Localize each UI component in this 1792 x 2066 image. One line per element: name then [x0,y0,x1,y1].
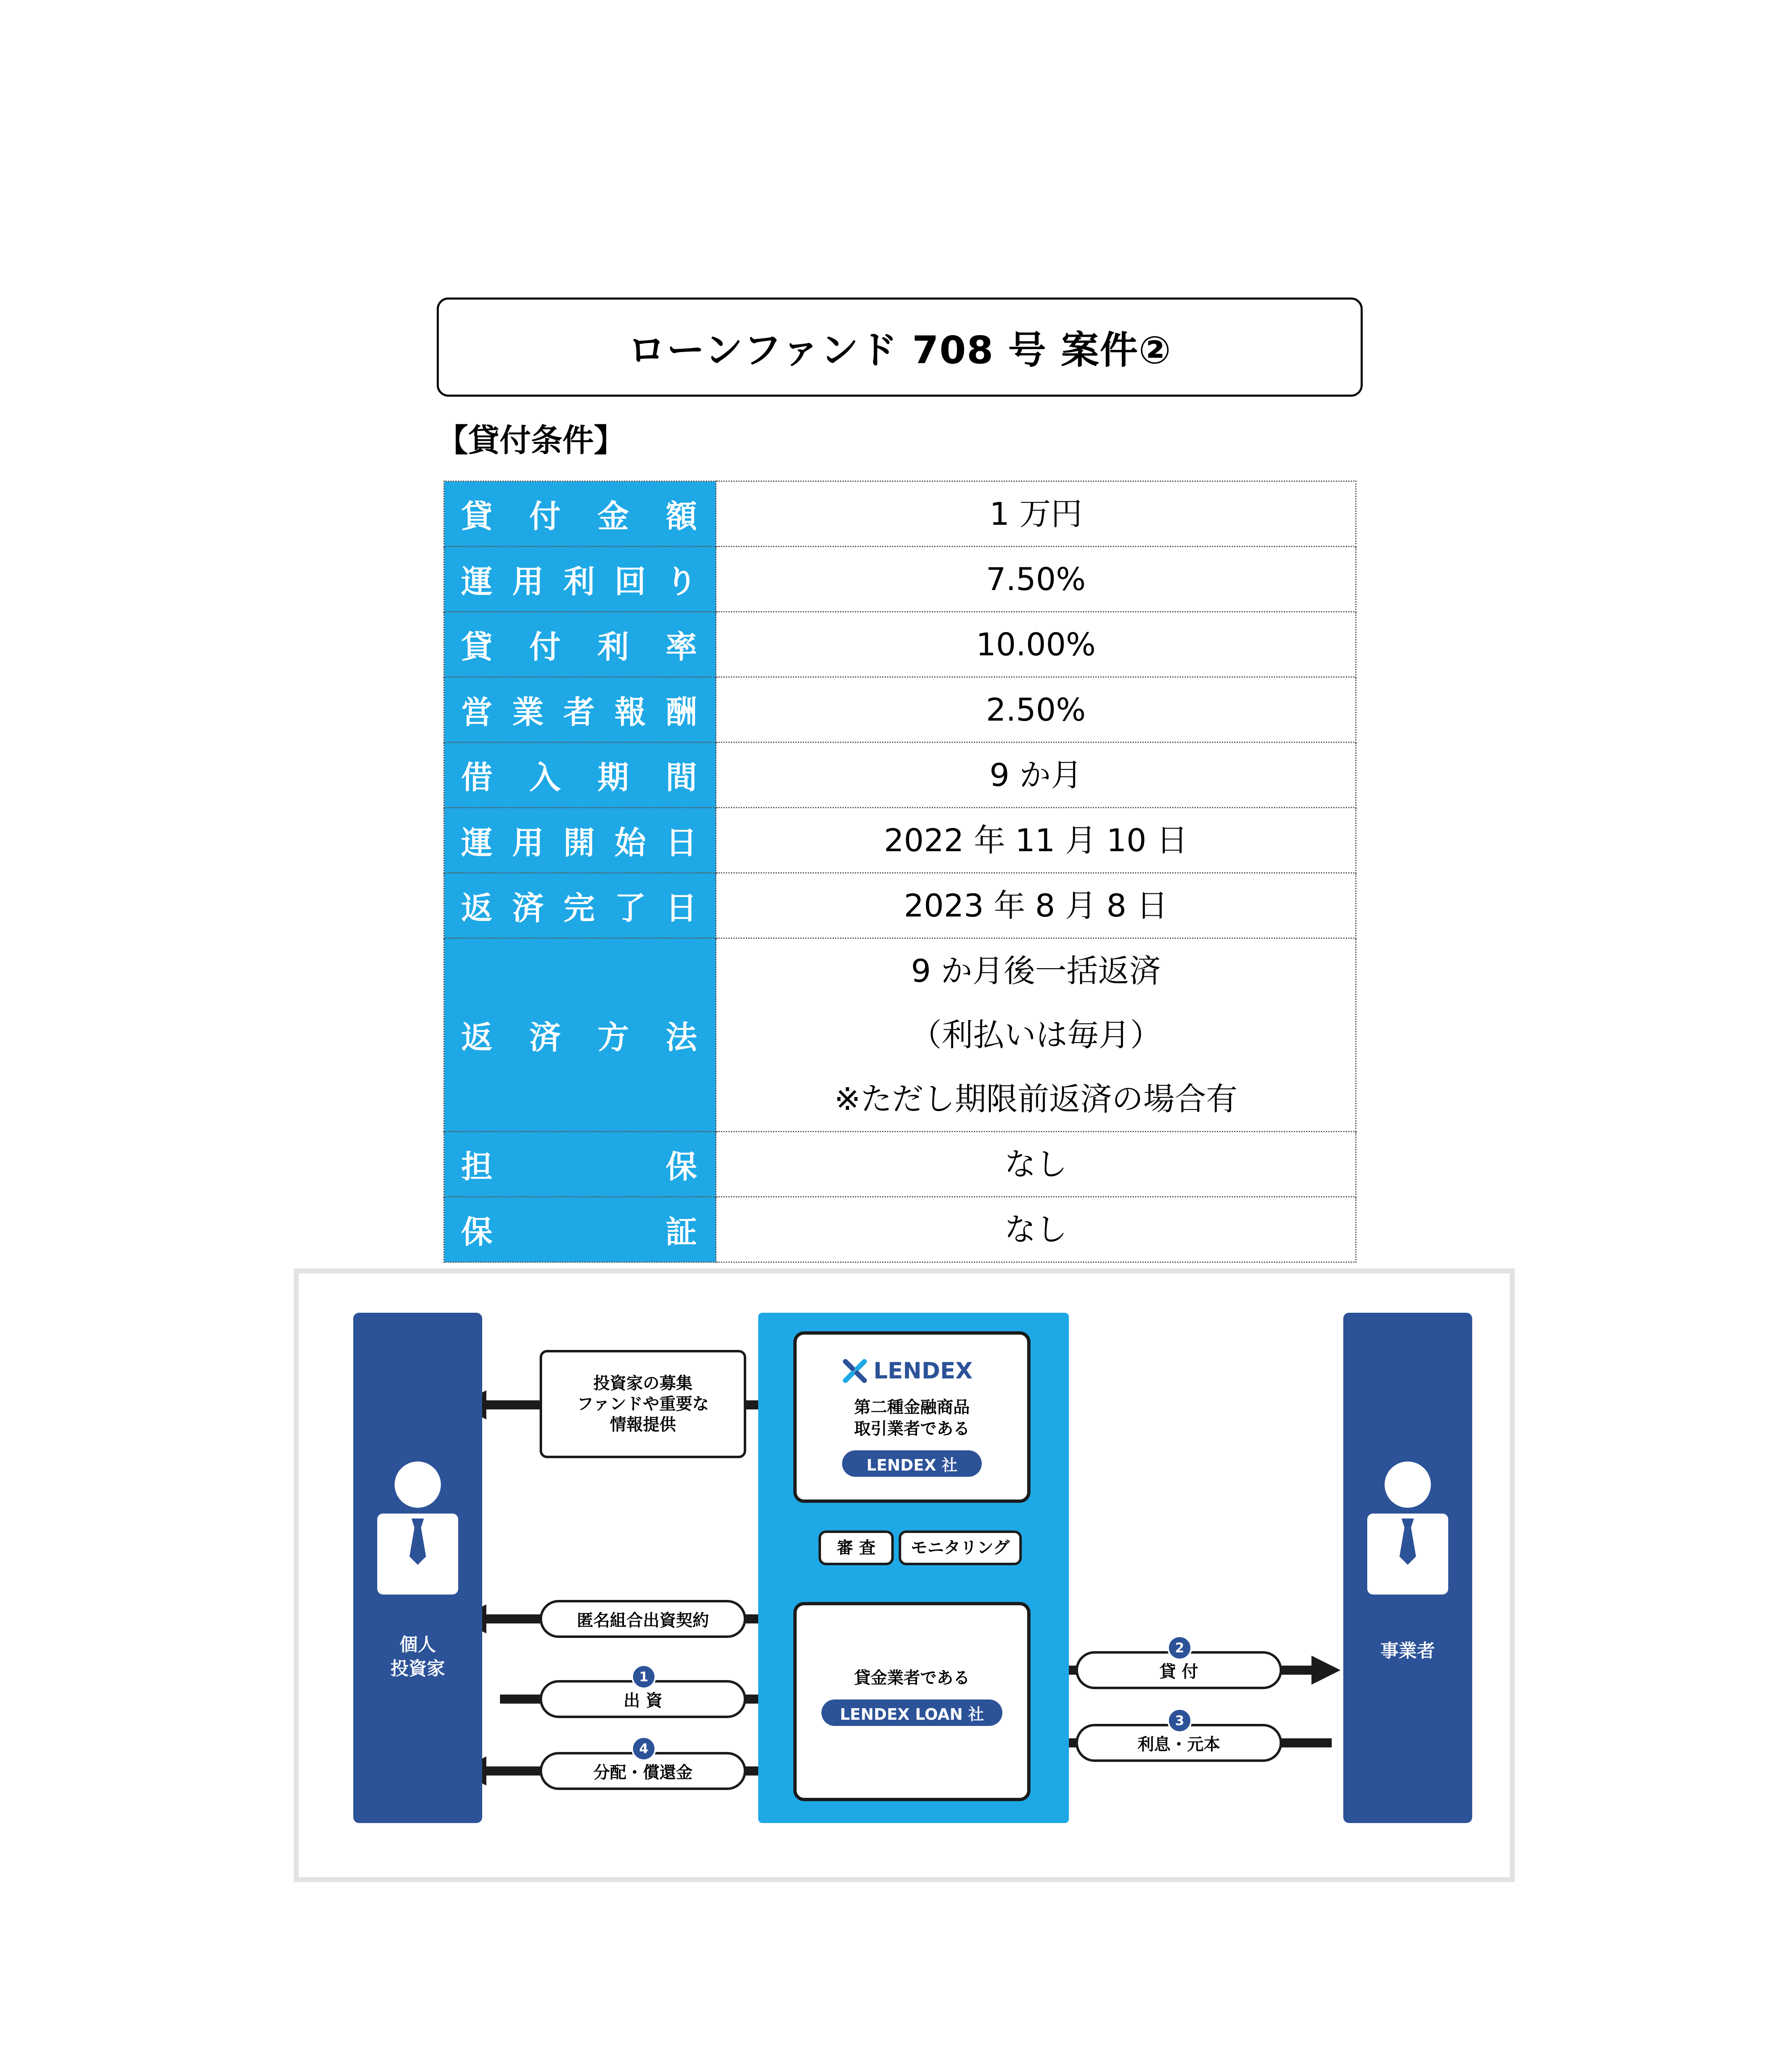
loan-desc: 貸金業者である [854,1669,970,1688]
terms-value [716,808,1356,873]
terms-value [716,612,1356,677]
info-box-line3: 情報提供 [609,1415,676,1434]
terms-key: 担保 [444,1132,716,1197]
section-label: 【貸付条件】 [437,422,625,459]
lendex-badge: LENDEX 社 [842,1450,982,1477]
lendex-logo-icon [842,1358,868,1384]
terms-row [444,677,1356,743]
flow-number-1: 1 [631,1664,656,1689]
terms-key: 保証 [444,1197,716,1262]
business-panel [1343,1313,1472,1823]
terms-row [444,1197,1356,1262]
terms-row [444,612,1356,677]
terms-value [716,1197,1356,1262]
terms-value-line: なし [1004,1211,1067,1248]
terms-value-line: 1 万円 [989,495,1083,532]
page-title: ローンファンド 708 号 案件② [437,298,1363,397]
terms-value-line: 2022 年 11 月 10 日 [884,822,1188,859]
terms-key: 貸付金額 [444,481,716,547]
info-box-line2: ファンドや重要な [577,1395,709,1414]
investor-label-line2: 投資家 [390,1658,445,1679]
flow-number-4: 4 [631,1736,656,1761]
terms-row [444,938,1356,1132]
terms-value [716,873,1356,938]
terms-key: 貸付利率 [444,612,716,677]
business-person-icon [1361,1461,1454,1597]
lendex-loan-badge: LENDEX LOAN 社 [821,1699,1002,1726]
terms-value-line: 9 か月後一括返済 [911,952,1161,989]
terms-key: 運用利回り [444,547,716,612]
terms-value [716,677,1356,743]
investor-panel [353,1313,482,1823]
terms-value-line: なし [1004,1146,1067,1183]
lendex-desc-line2: 取引業者である [854,1419,970,1438]
loan-terms-table [443,481,1356,1263]
terms-key: 運用開始日 [444,808,716,873]
scheme-diagram [294,1269,1515,1882]
monitoring-label: モニタリング [899,1530,1022,1565]
terms-value [716,481,1356,547]
terms-row [444,873,1356,938]
terms-key: 営業者報酬 [444,677,716,743]
contract-label: 匿名組合出資契約 [540,1600,746,1638]
review-label: 審 査 [819,1530,894,1565]
terms-key: 返済方法 [444,938,716,1132]
flow-repayment-label: 利息・元本 [1076,1724,1282,1762]
terms-value-line: （利払いは毎月） [910,1016,1161,1053]
terms-key: 借入期間 [444,743,716,808]
terms-value-line: 9 か月 [989,757,1083,793]
flow-number-3: 3 [1167,1708,1192,1733]
lendex-loan-box [793,1602,1030,1801]
terms-row [444,547,1356,612]
terms-value-line: 2023 年 8 月 8 日 [904,887,1168,924]
terms-value-line: ※ただし期限前返済の場合有 [834,1081,1238,1117]
terms-value-line: 10.00% [976,626,1096,663]
terms-row [444,808,1356,873]
lendex-logo [842,1358,973,1384]
business-label: 事業者 [1380,1640,1435,1661]
investor-label-line1: 個人 [400,1634,436,1655]
lendex-desc-line1: 第二種金融商品 [854,1398,970,1417]
investor-person-icon [371,1461,464,1597]
info-provision-box [540,1350,746,1458]
lendex-logo-text: LENDEX [873,1358,973,1384]
terms-key: 返済完了日 [444,873,716,938]
flow-investment-label: 出 資 [540,1680,746,1718]
terms-value [716,938,1356,1132]
terms-value-line: 7.50% [986,561,1086,597]
terms-row [444,1132,1356,1197]
terms-value-line: 2.50% [986,691,1086,728]
terms-value [716,743,1356,808]
terms-row [444,481,1356,547]
terms-value [716,547,1356,612]
flow-number-2: 2 [1167,1635,1192,1660]
flow-distribution-label: 分配・償還金 [540,1752,746,1790]
flow-loan-label: 貸 付 [1076,1651,1282,1689]
info-box-line1: 投資家の募集 [593,1374,693,1393]
lendex-box [793,1331,1030,1503]
terms-row [444,743,1356,808]
terms-value [716,1132,1356,1197]
